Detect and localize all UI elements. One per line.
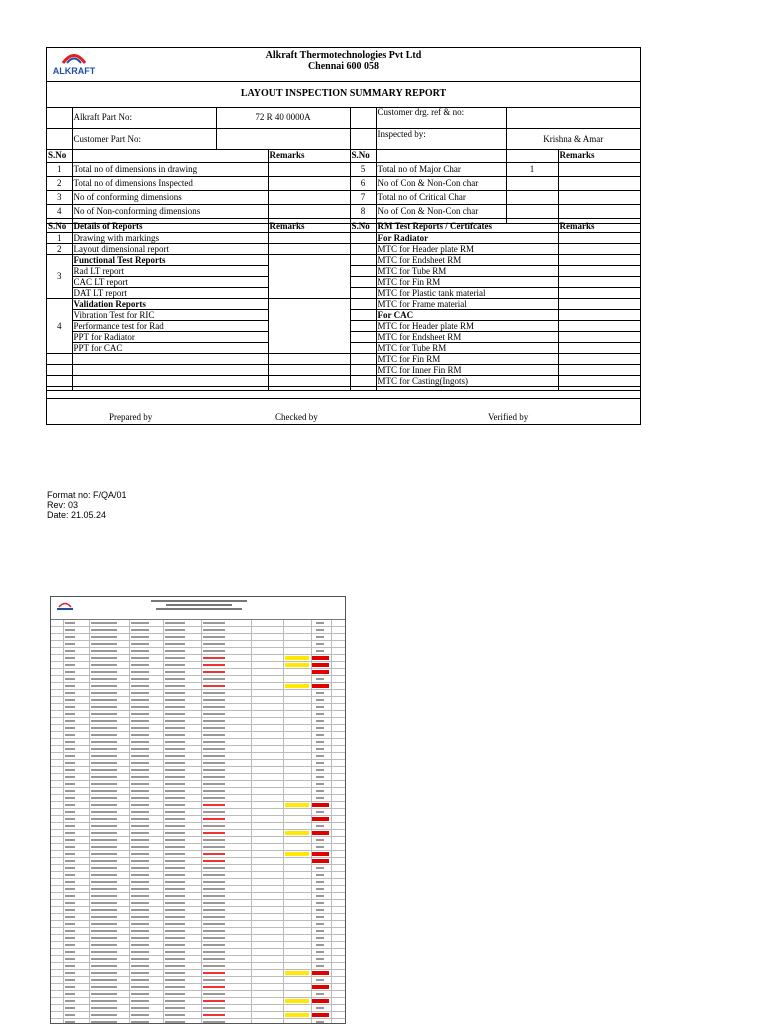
thumbnail-row xyxy=(51,823,345,830)
thumbnail-row xyxy=(51,697,345,704)
thumbnail-row xyxy=(51,928,345,935)
dimensions-table xyxy=(47,149,640,224)
thumbnail-row xyxy=(51,865,345,872)
thumbnail-row xyxy=(51,718,345,725)
rm-reports-header: RM Test Reports / Certifcates xyxy=(376,220,558,232)
inspection-report xyxy=(46,47,641,425)
thumbnail-row xyxy=(51,655,345,662)
thumbnail-row xyxy=(51,1012,345,1019)
verified-by: Verified by xyxy=(488,412,529,422)
checked-by: Checked by xyxy=(275,412,318,422)
customer-part-value xyxy=(216,128,350,149)
thumbnail-row xyxy=(51,879,345,886)
report-row: 3 Functional Test Reports MTC for Endsheet RM xyxy=(47,254,640,265)
thumbnail-row xyxy=(51,676,345,683)
dims-row: 2 Total no of dimensions Inspected 6 No of Con & Non-Con char xyxy=(47,176,640,190)
report-row: MTC for Inner Fin RM xyxy=(47,364,640,375)
thumbnail-row xyxy=(51,893,345,900)
report-row: CAC LT report MTC for Fin RM xyxy=(47,276,640,287)
thumbnail-row xyxy=(51,998,345,1005)
thumbnail-header xyxy=(51,597,345,620)
report-header xyxy=(47,48,640,82)
thumbnail-row xyxy=(51,732,345,739)
thumbnail-row xyxy=(51,774,345,781)
report-row: 1 Drawing with markings For Radiator xyxy=(47,232,640,243)
thumbnail-row xyxy=(51,900,345,907)
dims-row: 4 No of Non-conforming dimensions 8 No of Con & Non-Con char xyxy=(47,204,640,218)
part-no-value: 72 R 40 0000A xyxy=(216,107,350,128)
thumbnail-row xyxy=(51,830,345,837)
drg-value xyxy=(506,107,640,128)
thumbnail-row xyxy=(51,620,345,627)
format-info xyxy=(47,490,127,520)
thumbnail-row xyxy=(51,907,345,914)
thumbnail-row xyxy=(51,795,345,802)
part-info-table xyxy=(47,107,640,150)
thumbnail-row xyxy=(51,704,345,711)
report-row: 4 Validation Reports MTC for Frame material xyxy=(47,298,640,309)
thumbnail-row xyxy=(51,921,345,928)
inspected-value: Krishna & Amar xyxy=(506,128,640,149)
thumbnail-row xyxy=(51,683,345,690)
thumbnail-row xyxy=(51,816,345,823)
dims-remarks-header-right: Remarks xyxy=(558,149,640,162)
report-row: PPT for Radiator MTC for Endsheet RM xyxy=(47,331,640,342)
thumbnail-row xyxy=(51,634,345,641)
part-no-label: Alkraft Part No: xyxy=(72,107,216,128)
thumbnail-row xyxy=(51,753,345,760)
thumbnail-row xyxy=(51,746,345,753)
thumbnail-row xyxy=(51,760,345,767)
dims-remarks-header: Remarks xyxy=(268,149,350,162)
report-row: MTC for Casting(Ingots) xyxy=(47,375,640,386)
thumbnail-logo xyxy=(54,600,76,612)
report-row: Rad LT report MTC for Tube RM xyxy=(47,265,640,276)
thumbnail-row xyxy=(51,767,345,774)
thumbnail-row xyxy=(51,970,345,977)
report-row: Performance test for Rad MTC for Header plate RM xyxy=(47,320,640,331)
thumbnail-row xyxy=(51,837,345,844)
reports-sno-header: S.No xyxy=(47,220,72,232)
thumbnail-row xyxy=(51,809,345,816)
thumbnail-row xyxy=(51,627,345,634)
thumbnail-row xyxy=(51,711,345,718)
thumbnail-rows xyxy=(51,620,345,1024)
thumbnail-row xyxy=(51,991,345,998)
thumbnail-row xyxy=(51,984,345,991)
report-row: PPT for CAC MTC for Tube RM xyxy=(47,342,640,353)
thumbnail-row xyxy=(51,977,345,984)
thumbnail-row xyxy=(51,886,345,893)
thumbnail-row xyxy=(51,1005,345,1012)
thumbnail-row xyxy=(51,949,345,956)
thumbnail-row xyxy=(51,935,345,942)
reports-sno-header-right: S.No xyxy=(350,220,376,232)
reports-details-header: Details of Reports xyxy=(72,220,268,232)
revision: Rev: 03 xyxy=(47,500,79,510)
reports-remarks-header-right: Remarks xyxy=(558,220,640,232)
customer-part-label: Customer Part No: xyxy=(72,128,216,149)
thumbnail-row xyxy=(51,942,345,949)
format-date: Date: 21.05.24 xyxy=(47,510,107,520)
inspected-label: Inspected by: xyxy=(376,128,506,149)
dims-row: 3 No of conforming dimensions 7 Total no of Critical Char xyxy=(47,190,640,204)
reports-table xyxy=(47,220,640,391)
thumbnail-row xyxy=(51,914,345,921)
thumbnail-row xyxy=(51,802,345,809)
thumbnail-row xyxy=(51,662,345,669)
thumbnail-row xyxy=(51,844,345,851)
thumbnail-row xyxy=(51,690,345,697)
second-page-thumbnail xyxy=(50,596,346,1024)
thumbnail-row xyxy=(51,669,345,676)
thumbnail-row xyxy=(51,872,345,879)
thumbnail-row xyxy=(51,858,345,865)
reports-remarks-header: Remarks xyxy=(268,220,350,232)
drg-label: Customer drg. ref & no: xyxy=(376,107,506,128)
thumbnail-row xyxy=(51,1019,345,1024)
thumbnail-row xyxy=(51,648,345,655)
report-title: LAYOUT INSPECTION SUMMARY REPORT xyxy=(47,81,640,108)
thumbnail-row xyxy=(51,788,345,795)
company-name: Alkraft Thermotechnologies Pvt Ltd xyxy=(265,50,422,61)
report-row: DAT LT report MTC for Plastic tank material xyxy=(47,287,640,298)
dims-sno-header-right: S.No xyxy=(350,149,376,162)
thumbnail-row xyxy=(51,956,345,963)
thumbnail-row xyxy=(51,781,345,788)
thumbnail-row xyxy=(51,851,345,858)
prepared-by: Prepared by xyxy=(109,412,153,422)
dims-row: 1 Total no of dimensions in drawing 5 Total no of Major Char 1 xyxy=(47,162,640,176)
thumbnail-row xyxy=(51,739,345,746)
format-no: Format no: F/QA/01 xyxy=(47,490,127,500)
thumbnail-row xyxy=(51,963,345,970)
thumbnail-row xyxy=(51,725,345,732)
company-city: Chennai 600 058 xyxy=(307,61,380,72)
report-row: Vibration Test for RIC For CAC xyxy=(47,309,640,320)
report-row: MTC for Fin RM xyxy=(47,353,640,364)
report-row: 2 Layout dimensional report MTC for Header plate RM xyxy=(47,243,640,254)
svg-text:ALKRAFT: ALKRAFT xyxy=(52,66,96,76)
thumbnail-row xyxy=(51,641,345,648)
dims-sno-header: S.No xyxy=(47,149,72,162)
